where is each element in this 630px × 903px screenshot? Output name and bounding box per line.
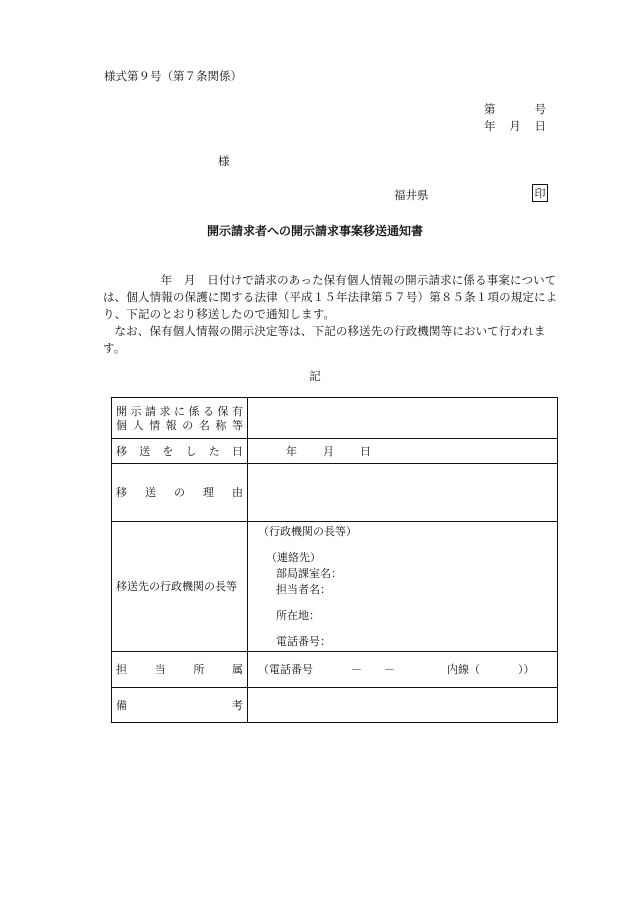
agency-head: （行政機関の長等）: [258, 525, 357, 538]
table-row: [112, 688, 558, 723]
transfer-day: 日: [360, 444, 371, 458]
person-field-label: 担当者名：: [276, 583, 331, 596]
phone-field-label: 電話番号：: [276, 635, 331, 648]
transfer-month: 月: [323, 444, 334, 458]
table-row: [112, 464, 558, 522]
phone-open: （電話番号: [258, 663, 313, 676]
label-requested-info: 開 示 請 求 に 係 る 保 有 個 人 情 報 の 名 称 等: [112, 398, 248, 439]
phone-dash-2: －: [384, 663, 395, 676]
dept-field-label: 部局課室名：: [276, 567, 342, 580]
seal-box: 印: [532, 184, 548, 202]
value-destination-agency[interactable]: [248, 522, 558, 652]
document-title: 開示請求者への開示請求事案移送通知書: [206, 224, 423, 238]
value-department-in-charge[interactable]: [248, 652, 558, 688]
sender-name: 福井県: [394, 188, 429, 202]
form-number: 様式第９号（第７条関係）: [104, 69, 242, 83]
phone-dash-1: －: [351, 663, 362, 676]
table-row: [112, 439, 558, 464]
transfer-details-table: [111, 397, 558, 723]
transfer-year: 年: [286, 444, 297, 458]
doc-number-prefix: 第: [484, 102, 496, 116]
value-remarks[interactable]: [248, 688, 558, 723]
date-year: 年: [484, 119, 496, 133]
body-paragraph-2: なお、保有個人情報の開示決定等は、下記の移送先の行政機関等において行われます。: [103, 324, 546, 355]
date-month: 月: [509, 119, 521, 133]
extension-close: ））: [518, 663, 535, 676]
table-row: [112, 398, 558, 439]
date-day: 日: [534, 119, 546, 133]
label-remarks: 備 考: [112, 688, 248, 723]
document-date: [484, 121, 546, 133]
value-transfer-date[interactable]: [248, 439, 558, 464]
table-row: [112, 522, 558, 652]
contact-heading: （連絡先）: [266, 551, 321, 564]
label-transfer-reason: 移 送 の 理 由: [112, 464, 248, 522]
label-transfer-date: 移 送 を し た 日: [112, 439, 248, 464]
extension-label: 内線（: [447, 663, 480, 676]
value-requested-info[interactable]: [248, 398, 558, 439]
doc-number-suffix: 号: [534, 102, 546, 116]
body-text: [103, 272, 559, 357]
label-destination-agency: 移送先の行政機関の長等: [112, 522, 248, 652]
addressee: 様: [218, 154, 230, 168]
document-number: [484, 104, 546, 116]
ki-heading: 記: [309, 369, 321, 383]
value-transfer-reason[interactable]: [248, 464, 558, 522]
label-department-in-charge: 担 当 所 属: [112, 652, 248, 688]
address-field-label: 所在地：: [276, 609, 320, 622]
table-row: [112, 652, 558, 688]
body-paragraph-1: 年 月 日付けで請求のあった保有個人情報の開示請求に係る事案については、個人情報の保護に関する法律（平成１５年法律第５７号）第８５条１項の規定により、下記のとおり移送したので通知します。: [103, 273, 558, 321]
